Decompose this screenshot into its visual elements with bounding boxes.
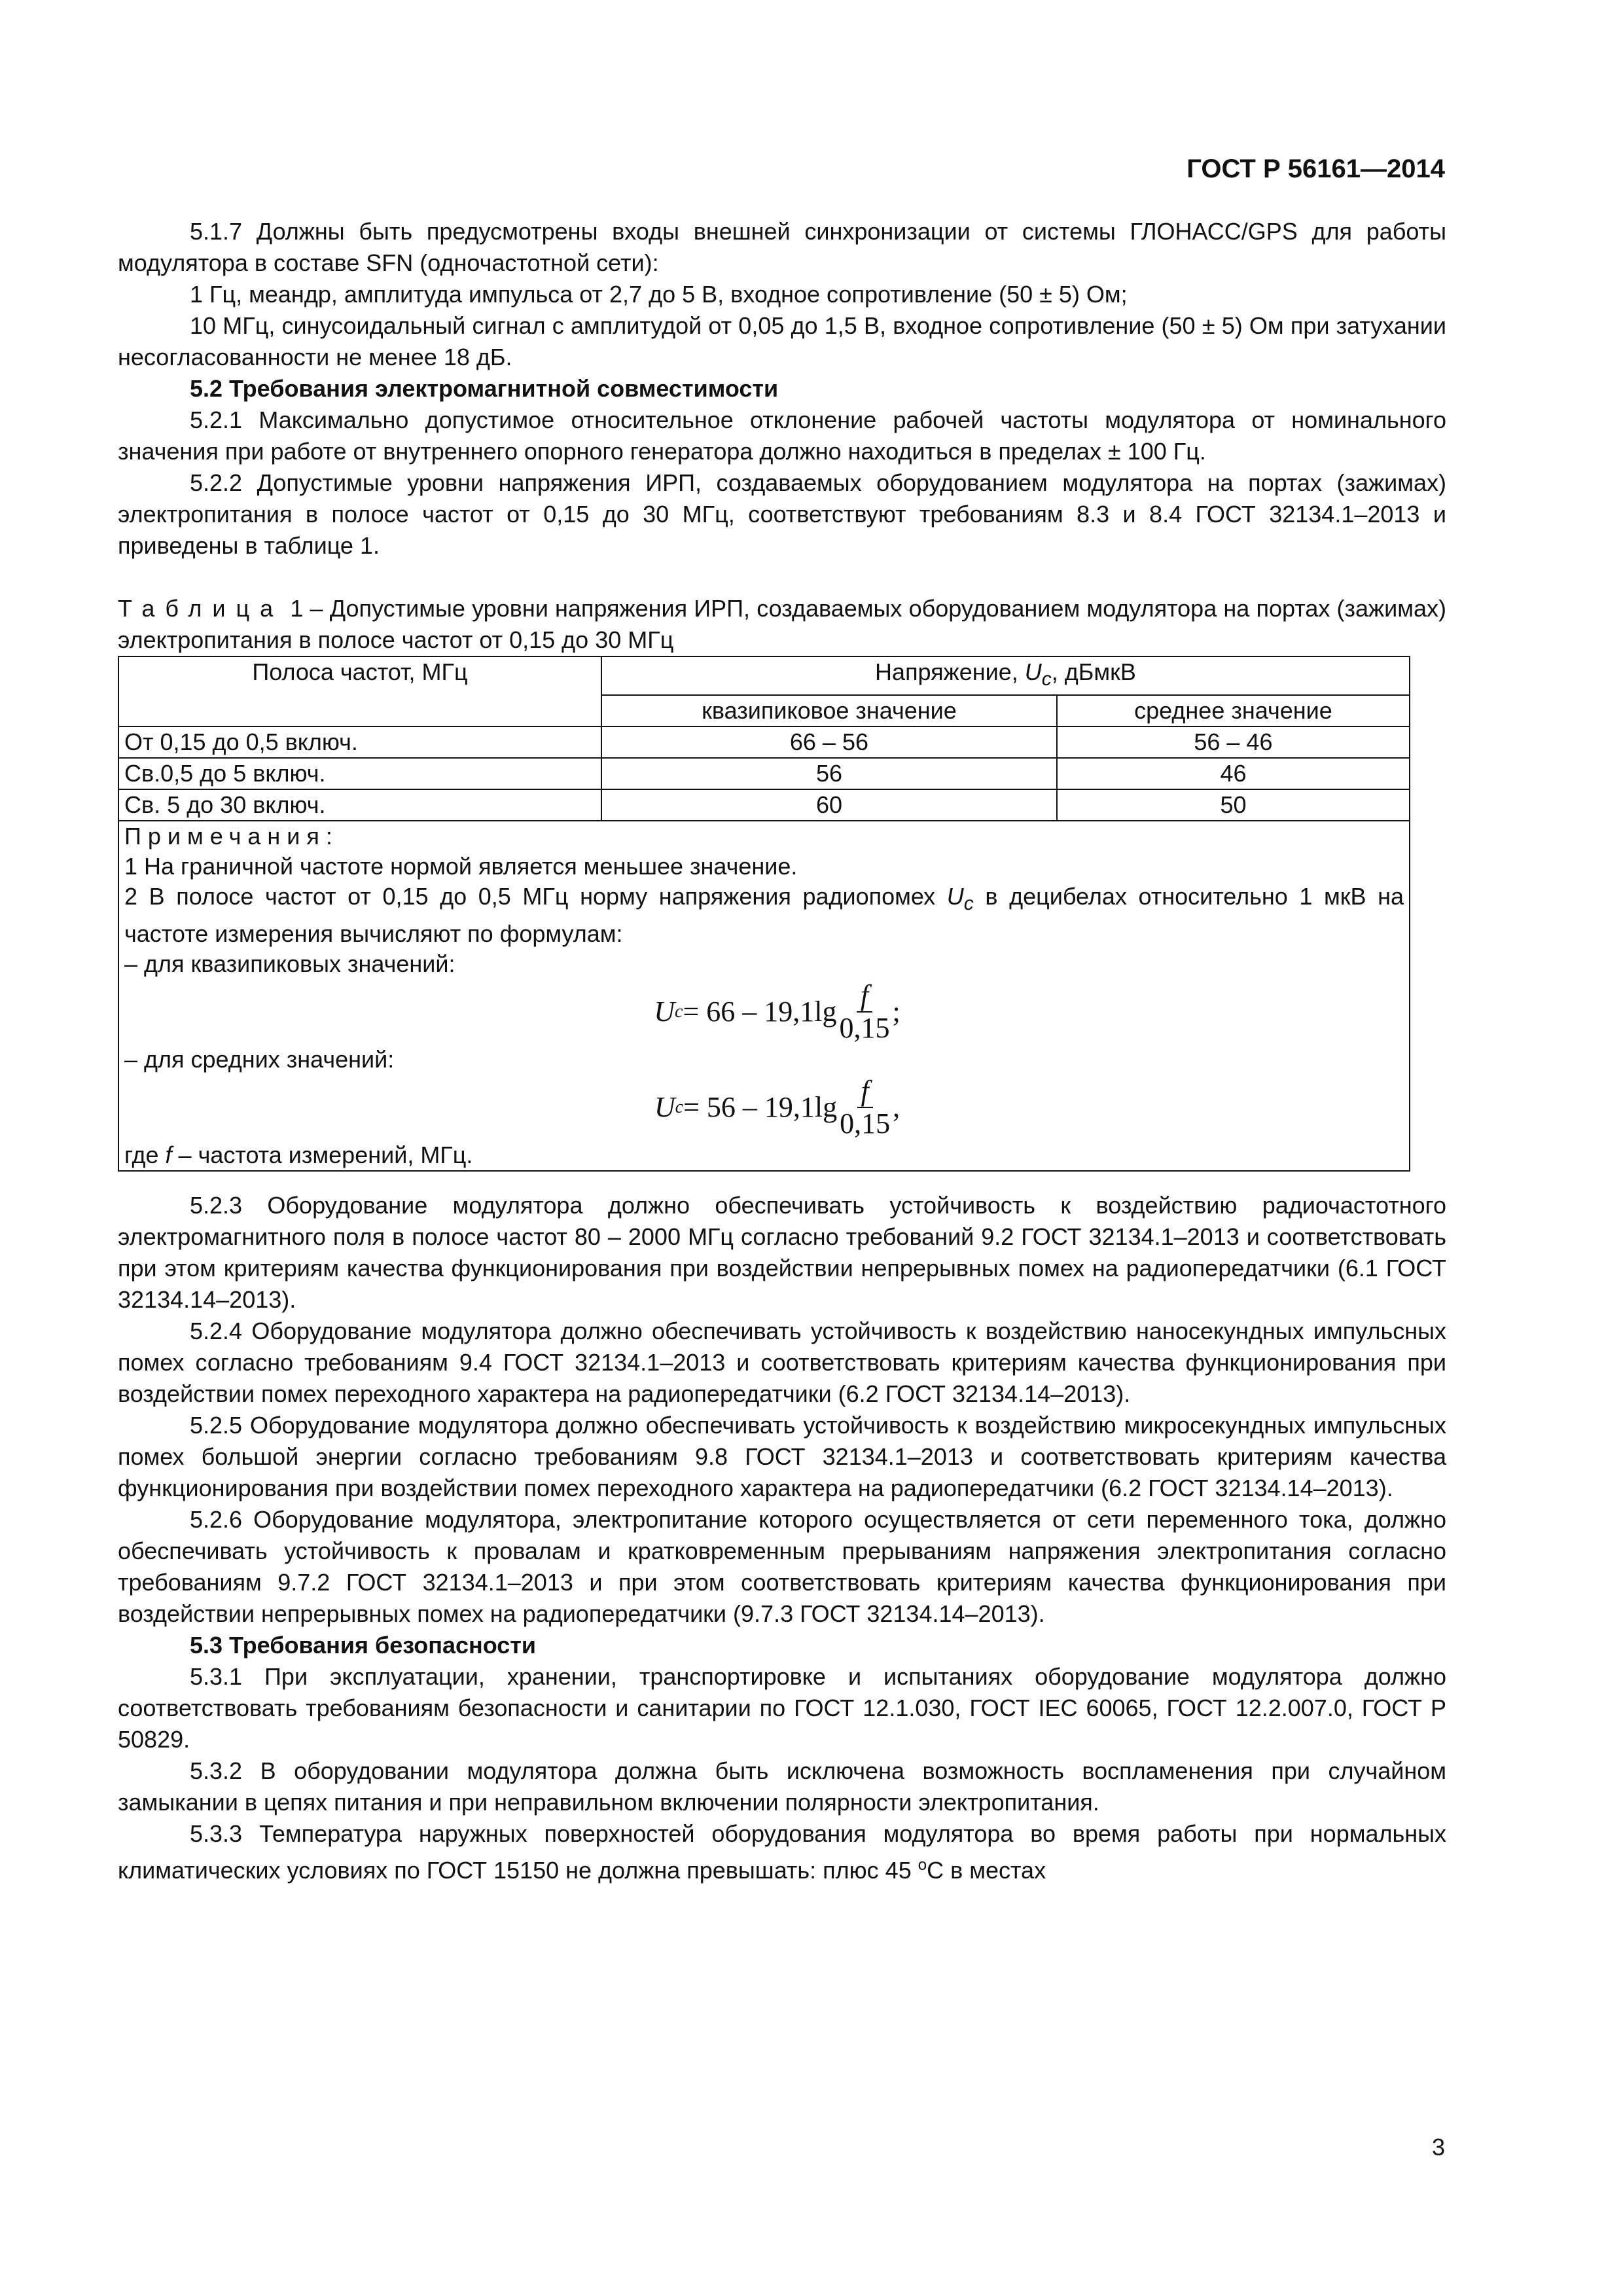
paragraph-526: 5.2.6 Оборудование модулятора, электропитание которого осуществляется от сети переменного тока, должно обеспечивать устойчивость к провалам и кратковременным прерываниям напряжения электропитания согласно требованиям 9.7.2 ГОСТ 32134.1–2013 и при этом соответствовать критериям качества функционирования при воздействии непрерывных помех на радиопередатчики (9.7.3 ГОСТ 32134.14–2013). [118, 1506, 1446, 1628]
cell-band: Св. 5 до 30 включ. [118, 789, 601, 821]
average-intro: – для средних значений: [124, 1046, 395, 1073]
table-1 [118, 656, 1410, 1172]
page-content [118, 216, 1446, 1886]
table-caption-word: Таблица [118, 595, 284, 622]
cell-quasipeak: 66 – 56 [601, 726, 1057, 758]
paragraph-1hz: 1 Гц, меандр, амплитуда импульса от 2,7 до 5 В, входное сопротивление (50 ± 5) Ом; [190, 281, 1128, 308]
page-number: 3 [1431, 2134, 1445, 2161]
table-row [118, 758, 1410, 789]
spacer [118, 562, 1446, 593]
paragraph-524: 5.2.4 Оборудование модулятора должно обеспечивать устойчивость к воздействию наносекундных импульсных помех согласно требованиям 9.4 ГОСТ 32134.1–2013 и соответствовать критериям качества функционирования при воздействии помех переходного характера на радиопередатчики (6.2 ГОСТ 32134.14–2013). [118, 1318, 1446, 1408]
cell-quasipeak: 56 [601, 758, 1057, 789]
table-caption-text: 1 – Допустимые уровни напряжения ИРП, создаваемых оборудованием модулятора на портах (зажимах) электропитания в полосе частот от 0,15 до 30 МГц [118, 595, 1446, 653]
section-heading-52: 5.2 Требования электромагнитной совместимости [190, 375, 779, 402]
paragraph-523: 5.2.3 Оборудование модулятора должно обеспечивать устойчивость к воздействию радиочастотного электромагнитного поля в полосе частот 80 – 2000 МГц согласно требований 9.2 ГОСТ 32134.1–2013 и соответствовать при этом критериям качества функционирования при воздействии непрерывных помех на радиопередатчики (6.1 ГОСТ 32134.14–2013). [118, 1192, 1446, 1314]
where-line: где f – частота измерений, МГц. [124, 1141, 473, 1169]
cell-quasipeak: 60 [601, 789, 1057, 821]
cell-average: 50 [1057, 789, 1410, 821]
paragraph-517: 5.1.7 Должны быть предусмотрены входы внешней синхронизации от системы ГЛОНАСС/GPS для работы модулятора в составе SFN (одночастотной сети): [118, 218, 1446, 276]
table-header-voltage: Напряжение, $U_c$, дБмкВ [601, 656, 1410, 695]
page-header: ГОСТ Р 56161—2014 [1186, 154, 1445, 183]
cell-average: 46 [1057, 758, 1410, 789]
table-row [118, 789, 1410, 821]
table-header-quasipeak: квазипиковое значение [601, 695, 1057, 726]
quasipeak-intro: – для квазипиковых значений: [124, 950, 455, 978]
paragraph-533: 5.3.3 Температура наружных поверхностей оборудования модулятора во время работы при нормальных климатических условиях по ГОСТ 15150 не должна превышать: плюс 45 $^o$С в местах [118, 1820, 1446, 1884]
table-caption [118, 593, 1446, 656]
paragraph-532: 5.3.2 В оборудовании модулятора должна быть исключена возможность воспламенения при случайном замыкании в цепях питания и при неправильном включении полярности электропитания. [118, 1757, 1446, 1816]
paragraph-531: 5.3.1 При эксплуатации, хранении, транспортировке и испытаниях оборудование модулятора должно соответствовать требованиям безопасности и санитарии по ГОСТ 12.1.030, ГОСТ IEC 60065, ГОСТ 12.2.007.0, ГОСТ Р 50829. [118, 1663, 1446, 1753]
cell-band: От 0,15 до 0,5 включ. [118, 726, 601, 758]
table-header-band: Полоса частот, МГц [118, 656, 601, 726]
formula-quasipeak: U c = 66 – 19,1lg $\frac{f}{0,15}$ ; [654, 979, 901, 1045]
note-1: 1 На граничной частоте нормой является меньшее значение. [124, 853, 798, 880]
cell-average: 56 – 46 [1057, 726, 1410, 758]
table-header-average: среднее значение [1057, 695, 1410, 726]
note-2: 2 В полосе частот от 0,15 до 0,5 МГц норму напряжения радиопомех $U_c$ в децибелах относительно 1 мкВ на частоте измерения вычисляют по формулам: [124, 883, 1404, 948]
cell-band: Св.0,5 до 5 включ. [118, 758, 601, 789]
table-row [118, 726, 1410, 758]
table-notes [118, 821, 1410, 1171]
formula-average: U c = 56 – 19,1lg $\frac{f}{0,15}$ , [654, 1075, 901, 1140]
paragraph-522: 5.2.2 Допустимые уровни напряжения ИРП, создаваемых оборудованием модулятора на портах (зажимах) электропитания в полосе частот от 0,15 до 30 МГц, соответствуют требованиям 8.3 и 8.4 ГОСТ 32134.1–2013 и приведены в таблице 1. [118, 469, 1446, 559]
paragraph-521: 5.2.1 Максимально допустимое относительное отклонение рабочей частоты модулятора от номинального значения при работе от внутреннего опорного генератора должно находиться в пределах ± 100 Гц. [118, 406, 1446, 465]
paragraph-10mhz: 10 МГц, синусоидальный сигнал с амплитудой от 0,05 до 1,5 В, входное сопротивление (50 ± 5) Ом при затухании несогласованности не менее 18 дБ. [118, 312, 1446, 370]
section-heading-53: 5.3 Требования безопасности [190, 1632, 537, 1659]
notes-title: Примечания: [124, 823, 339, 850]
paragraph-525: 5.2.5 Оборудование модулятора должно обеспечивать устойчивость к воздействию микросекундных импульсных помех большой энергии согласно требованиям 9.8 ГОСТ 32134.1–2013 и соответствовать критериям качества функционирования при воздействии помех переходного характера на радиопередатчики (6.2 ГОСТ 32134.14–2013). [118, 1412, 1446, 1502]
